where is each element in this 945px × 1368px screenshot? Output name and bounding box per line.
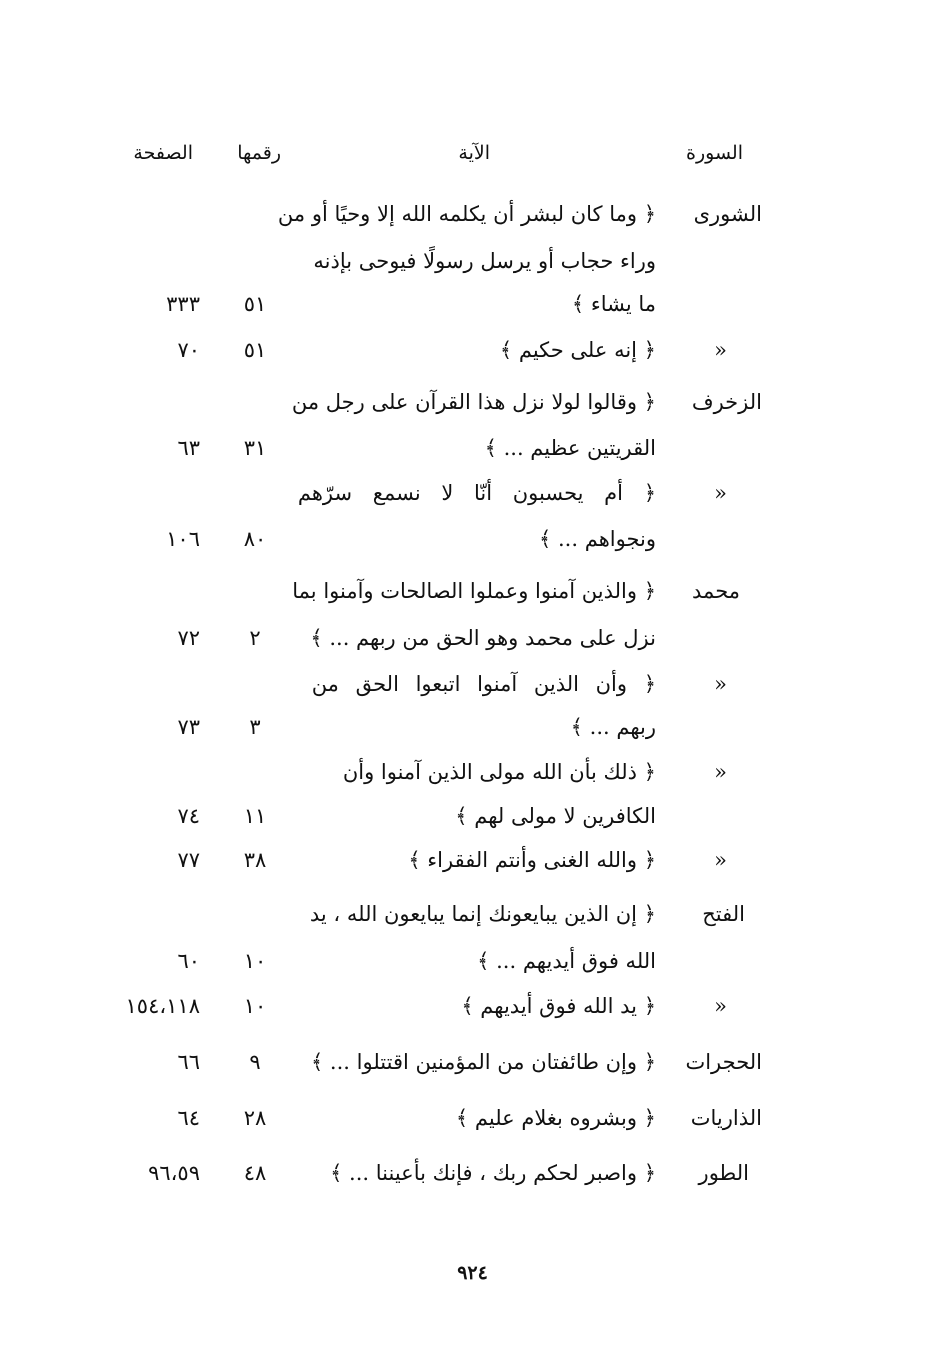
verse-number: ٢٨ — [243, 1106, 267, 1130]
verse-line: نزل على محمد وهو الحق من ربهم ... ﴾ — [310, 626, 656, 650]
verse-line: ﴿ ذلك بأن الله مولى الذين آمنوا وأن — [342, 760, 656, 784]
verse-line: ونجواهم ... ﴾ — [539, 527, 656, 551]
verse-line: ﴿ إنه على حكيم ﴾ — [499, 338, 656, 362]
verse-line: ﴿ وأن الذين آمنوا اتبعوا الحق من — [311, 672, 656, 696]
verse-number: ٤٨ — [243, 1161, 267, 1185]
header-surah: السورة — [686, 142, 743, 164]
page-reference: ٧٠ — [177, 338, 200, 362]
header-number: رقمها — [237, 142, 281, 164]
verse-line: ربهم ... ﴾ — [570, 715, 656, 739]
verse-line: ﴿ يد الله فوق أيديهم ﴾ — [461, 994, 656, 1018]
page-reference: ٣٣٣ — [166, 292, 200, 316]
verse-number: ١١ — [243, 804, 267, 828]
page-reference: ١٥٤،١١٨ — [125, 994, 200, 1018]
page-reference: ٦٦ — [177, 1050, 200, 1074]
surah-name: الطور — [698, 1161, 749, 1185]
verse-line: ما يشاء ﴾ — [571, 292, 656, 316]
page-reference: ٩٦،٥٩ — [148, 1161, 200, 1185]
header-page: الصفحة — [133, 142, 193, 164]
page-reference: ٦٣ — [177, 436, 200, 460]
surah-ditto: « — [714, 994, 727, 1018]
page-reference: ٧٧ — [177, 848, 200, 872]
page-reference: ٧٤ — [177, 804, 200, 828]
surah-name: الزخرف — [691, 390, 762, 414]
page-reference: ٧٢ — [177, 626, 200, 650]
verse-number: ٣ — [249, 715, 261, 739]
surah-ditto: « — [714, 481, 727, 505]
surah-ditto: « — [714, 672, 727, 696]
verse-line: ﴿ والله الغنى وأنتم الفقراء ﴾ — [408, 848, 656, 872]
verse-number: ٨٠ — [243, 527, 267, 551]
surah-name: محمد — [692, 579, 740, 603]
verse-line: ﴿ وقالوا لولا نزل هذا القرآن على رجل من — [291, 390, 656, 414]
verse-line: ﴿ والذين آمنوا وعملوا الصالحات وآمنوا بما — [292, 579, 656, 603]
surah-name: الشورى — [693, 202, 762, 226]
verse-line: وراء حجاب أو يرسل رسولًا فيوحى بإذنه — [313, 249, 656, 273]
page-reference: ٦٤ — [177, 1106, 200, 1130]
surah-name: الذاريات — [690, 1106, 762, 1130]
page-reference: ٦٠ — [177, 949, 200, 973]
verse-number: ٣١ — [243, 436, 267, 460]
verse-number: ٥١ — [243, 292, 267, 316]
verse-line: القريتين عظيم ... ﴾ — [484, 436, 656, 460]
page-reference: ١٠٦ — [166, 527, 200, 551]
verse-line: الكافرين لا مولى لهم ﴾ — [455, 804, 656, 828]
verse-number: ٩ — [249, 1050, 261, 1074]
page-number: ٩٢٤ — [457, 1262, 488, 1284]
verse-number: ٣٨ — [243, 848, 267, 872]
verse-line: الله فوق أيديهم ... ﴾ — [477, 949, 656, 973]
verse-number: ٥١ — [243, 338, 267, 362]
header-ayah: الآية — [458, 142, 490, 164]
surah-name: الحجرات — [685, 1050, 762, 1074]
surah-ditto: « — [714, 338, 727, 362]
page-reference: ٧٣ — [177, 715, 200, 739]
surah-ditto: « — [714, 760, 727, 784]
verse-number: ١٠ — [243, 949, 267, 973]
surah-ditto: « — [714, 848, 727, 872]
verse-number: ١٠ — [243, 994, 267, 1018]
verse-line: ﴿ إن الذين يبايعونك إنما يبايعون الله ، يد — [309, 902, 656, 926]
verse-line: ﴿ وما كان لبشر أن يكلمه الله إلا وحيًا أو من — [277, 202, 656, 226]
verse-line: ﴿ واصبر لحكم ربك ، فإنك بأعيننا ... ﴾ — [330, 1161, 656, 1185]
surah-name: الفتح — [702, 902, 745, 926]
verse-line: ﴿ وإن طائفتان من المؤمنين اقتتلوا ... ﴾ — [310, 1050, 656, 1074]
verse-number: ٢ — [249, 626, 261, 650]
verse-line: ﴿ وبشروه بغلام عليم ﴾ — [455, 1106, 656, 1130]
verse-line: ﴿ أم يحسبون أنّا لا نسمع سرّهم — [297, 481, 656, 505]
